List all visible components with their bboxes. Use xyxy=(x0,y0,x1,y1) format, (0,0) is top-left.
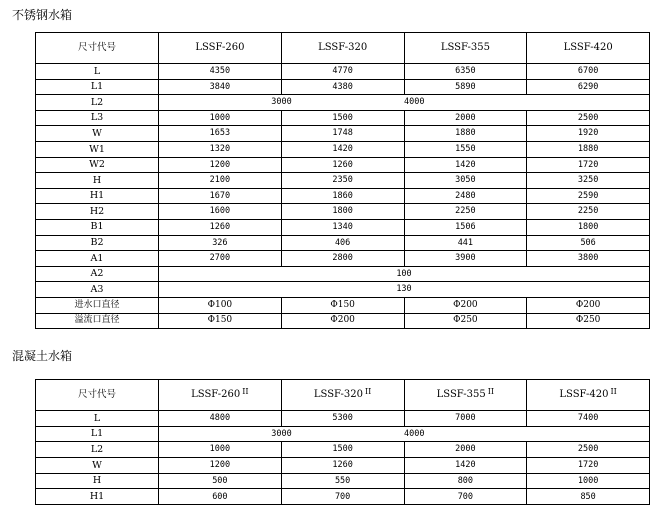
table-row xyxy=(36,110,650,126)
table-cell: 4350 xyxy=(159,64,282,80)
table-cell: 3900 xyxy=(404,251,527,267)
header-cell xyxy=(159,380,282,411)
row-label: L2 xyxy=(36,95,159,111)
table-cell: 3840 xyxy=(159,79,282,95)
row-label: B1 xyxy=(36,219,159,235)
table-cell: 1200 xyxy=(159,458,282,474)
merged-cell: 3000 xyxy=(159,426,405,442)
row-label: L xyxy=(36,411,159,427)
table-row xyxy=(36,95,650,111)
table-cell: 700 xyxy=(404,489,527,505)
row-label: H1 xyxy=(36,188,159,204)
table-cell: 1800 xyxy=(281,204,404,220)
table-cell: 7000 xyxy=(404,411,527,427)
row-label: H2 xyxy=(36,204,159,220)
row-label: A1 xyxy=(36,251,159,267)
table-row xyxy=(36,173,650,189)
table-cell: 1420 xyxy=(404,157,527,173)
row-label: B2 xyxy=(36,235,159,251)
table-cell: 1000 xyxy=(527,473,650,489)
table-row xyxy=(36,188,650,204)
row-label: A2 xyxy=(36,266,159,282)
row-label: L3 xyxy=(36,110,159,126)
table-cell: 2500 xyxy=(527,110,650,126)
table-cell: 1500 xyxy=(281,110,404,126)
table-cell: Φ250 xyxy=(527,313,650,329)
concrete-tank-table xyxy=(35,379,650,505)
row-label: L2 xyxy=(36,442,159,458)
header-cell: LSSF-260 xyxy=(159,33,282,64)
table-cell: 2800 xyxy=(281,251,404,267)
row-label: H xyxy=(36,473,159,489)
table-header-row xyxy=(36,33,650,64)
header-cell: 尺寸代号 xyxy=(36,33,159,64)
merged-cell: 4000 xyxy=(404,95,650,111)
table-cell: 3800 xyxy=(527,251,650,267)
row-label: L1 xyxy=(36,426,159,442)
model-name: LSSF-355 xyxy=(436,389,486,400)
table-cell: 1000 xyxy=(159,442,282,458)
table-row xyxy=(36,282,650,298)
table-cell: 441 xyxy=(404,235,527,251)
table-cell: 1920 xyxy=(527,126,650,142)
header-cell xyxy=(281,380,404,411)
header-cell: 尺寸代号 xyxy=(36,380,159,411)
table-row xyxy=(36,458,650,474)
table-row xyxy=(36,157,650,173)
table-cell: 1860 xyxy=(281,188,404,204)
table-cell: 4800 xyxy=(159,411,282,427)
table-cell: 2700 xyxy=(159,251,282,267)
table-cell: 6290 xyxy=(527,79,650,95)
header-cell xyxy=(527,380,650,411)
table-cell: 5300 xyxy=(281,411,404,427)
merged-cell: 3000 xyxy=(159,95,405,111)
table-row xyxy=(36,411,650,427)
table-cell: 600 xyxy=(159,489,282,505)
table-cell: 6700 xyxy=(527,64,650,80)
header-cell xyxy=(404,380,527,411)
table-cell: 1720 xyxy=(527,157,650,173)
table-cell: 1600 xyxy=(159,204,282,220)
table-cell: 5890 xyxy=(404,79,527,95)
table-cell: 1506 xyxy=(404,219,527,235)
table-row xyxy=(36,126,650,142)
stainless-tank-table xyxy=(35,32,650,329)
table-cell: 2350 xyxy=(281,173,404,189)
model-name: LSSF-420 xyxy=(559,389,609,400)
table-cell: 2000 xyxy=(404,110,527,126)
table-row xyxy=(36,426,650,442)
table-cell: 700 xyxy=(281,489,404,505)
table-row xyxy=(36,473,650,489)
table-cell: 6350 xyxy=(404,64,527,80)
table-row xyxy=(36,141,650,157)
header-cell: LSSF-320 xyxy=(281,33,404,64)
table-cell: Φ200 xyxy=(404,297,527,313)
table-cell: 1260 xyxy=(281,458,404,474)
table-cell: 2250 xyxy=(527,204,650,220)
table-row xyxy=(36,204,650,220)
table-cell: 4770 xyxy=(281,64,404,80)
row-label: 溢流口直径 xyxy=(36,313,159,329)
table-row xyxy=(36,266,650,282)
table-row xyxy=(36,442,650,458)
table-cell: 1000 xyxy=(159,110,282,126)
table-row xyxy=(36,64,650,80)
table-cell: 326 xyxy=(159,235,282,251)
model-suffix: II xyxy=(610,387,617,396)
table-cell: 1500 xyxy=(281,442,404,458)
table-cell: 1260 xyxy=(281,157,404,173)
row-label: L xyxy=(36,64,159,80)
model-name: LSSF-320 xyxy=(313,389,364,400)
merged-cell: 100 xyxy=(159,266,650,282)
table-cell: 1670 xyxy=(159,188,282,204)
model-suffix: II xyxy=(242,387,249,396)
table-header-row xyxy=(36,380,650,411)
table-cell: 550 xyxy=(281,473,404,489)
model-suffix: II xyxy=(365,387,372,396)
table-cell: 1420 xyxy=(281,141,404,157)
table-cell: 1260 xyxy=(159,219,282,235)
row-label: L1 xyxy=(36,79,159,95)
table-cell: 1720 xyxy=(527,458,650,474)
table-cell: 2500 xyxy=(527,442,650,458)
row-label: W xyxy=(36,458,159,474)
table-cell: 2100 xyxy=(159,173,282,189)
table-row xyxy=(36,251,650,267)
table-cell: 2000 xyxy=(404,442,527,458)
table-row xyxy=(36,489,650,505)
table-cell: Φ150 xyxy=(159,313,282,329)
row-label: W1 xyxy=(36,141,159,157)
table-cell: 2590 xyxy=(527,188,650,204)
table-cell: Φ200 xyxy=(281,313,404,329)
table-cell: 800 xyxy=(404,473,527,489)
table-cell: 1550 xyxy=(404,141,527,157)
table-cell: 2480 xyxy=(404,188,527,204)
table-cell: 1748 xyxy=(281,126,404,142)
model-name: LSSF-260 xyxy=(191,389,241,400)
table-cell: 3250 xyxy=(527,173,650,189)
table-cell: 1320 xyxy=(159,141,282,157)
table-row xyxy=(36,313,650,329)
table-cell: 7400 xyxy=(527,411,650,427)
table-cell: 1800 xyxy=(527,219,650,235)
model-suffix: II xyxy=(487,387,495,396)
table-cell: 1200 xyxy=(159,157,282,173)
merged-cell: 4000 xyxy=(404,426,650,442)
row-label: W2 xyxy=(36,157,159,173)
table-cell: Φ100 xyxy=(159,297,282,313)
table-cell: 506 xyxy=(527,235,650,251)
table-cell: 1420 xyxy=(404,458,527,474)
table-cell: 2250 xyxy=(404,204,527,220)
row-label: H xyxy=(36,173,159,189)
table-cell: 4380 xyxy=(281,79,404,95)
table-cell: 850 xyxy=(527,489,650,505)
table-row xyxy=(36,235,650,251)
row-label: W xyxy=(36,126,159,142)
table-cell: 406 xyxy=(281,235,404,251)
table-cell: Φ150 xyxy=(281,297,404,313)
table-cell: 3050 xyxy=(404,173,527,189)
table-cell: 1653 xyxy=(159,126,282,142)
header-cell: LSSF-420 xyxy=(527,33,650,64)
stainless-section-title: 不锈钢水箱 xyxy=(12,8,73,22)
row-label: H1 xyxy=(36,489,159,505)
table-cell: 1880 xyxy=(527,141,650,157)
table-cell: Φ200 xyxy=(527,297,650,313)
header-cell: LSSF-355 xyxy=(404,33,527,64)
table-cell: 1880 xyxy=(404,126,527,142)
table-cell: 500 xyxy=(159,473,282,489)
concrete-section-title: 混凝土水箱 xyxy=(12,349,73,363)
table-cell: 1340 xyxy=(281,219,404,235)
table-row xyxy=(36,79,650,95)
merged-cell: 130 xyxy=(159,282,650,298)
row-label: 进水口直径 xyxy=(36,297,159,313)
table-row xyxy=(36,219,650,235)
table-row xyxy=(36,297,650,313)
row-label: A3 xyxy=(36,282,159,298)
table-cell: Φ250 xyxy=(404,313,527,329)
